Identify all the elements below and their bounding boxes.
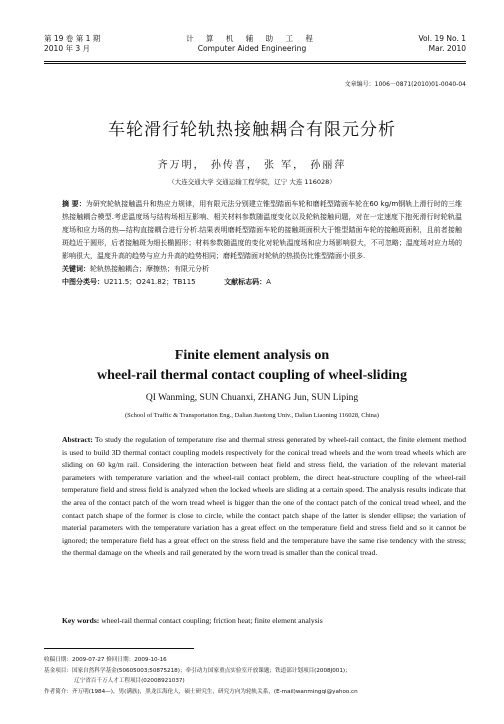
keywords-en-text: wheel-rail thermal contact coupling; friction heat; finite element analysis bbox=[99, 616, 323, 625]
abstract-en-text: To study the regulation of temperature rise and thermal stress generated by wheel-rail contact, the finite element method is used to build 3D thermal contact coupling models respectively for the conical tread wheels and the worn tread wheels which are sliding on 60 kg/m rail. Considering the interaction between heat field and stress field, the variation of the relevant material parameters with temperature variation and the wheel-rail contact problem, the direct heat-structure coupling of the wheel-rail temperature field and stress field is analyzed when the locked wheels are sliding at a certain speed. The analysis results indicate that the area of the contact patch of the worn tread wheel is higger than the one of the contact patch of the conical tread wheel, and the contact patch shape of the former is close to circle, while the contact patch shape of the latter is slender ellipse; the variation of material parameters with the temperature variation has a great effect on the temperature field and stress field and so it cannot be ignored; the temperature field has a great effect on the stress field and the temperature have the same rise tendency with the stress; the thermal damage on the wheels and rail generated by the worn tread is smaller than the conical tread. bbox=[62, 435, 466, 558]
doc-code-value: A bbox=[266, 278, 271, 286]
clc-value: U211.5；O241.82；TB115 bbox=[104, 278, 196, 286]
journal-header bbox=[0, 34, 504, 60]
fund-info: 基金项目：国家自然科学基金(50605003;50875218)；牵引动力国家重点实验室开放课题；铁道部计划项目(2008J001)； bbox=[44, 667, 351, 674]
authors-en: QI Wanming, SUN Chuanxi, ZHANG Jun, SUN Liping bbox=[145, 393, 359, 403]
classification-line bbox=[62, 276, 462, 289]
keywords-en-label: Key words: bbox=[62, 616, 100, 625]
paper-title-en-line1: Finite element analysis on bbox=[174, 348, 330, 363]
journal-name-en: Computer Aided Engineering bbox=[197, 44, 307, 53]
paper-title-cn: 车轮滑行轮轨热接触耦合有限元分析 bbox=[108, 120, 396, 140]
article-number: 文章编号：1006－0871(2010)01-0040-04 bbox=[344, 81, 466, 88]
affiliation-en: (School of Traffic & Transportation Eng., Dalian Jiaotong Univ., Dalian Liaoning 116028, China) bbox=[125, 412, 379, 419]
paper-title-en bbox=[0, 346, 504, 386]
header-rule-top bbox=[44, 61, 466, 62]
keywords-cn-label: 关键词： bbox=[62, 265, 90, 273]
abstract-en-label: Abstract: bbox=[62, 435, 93, 444]
issue-date-en: Mar. 2010 bbox=[428, 44, 466, 53]
fund-info-cont: 辽宁省百千万人才工程项目(02008921037) bbox=[74, 678, 185, 684]
footnotes bbox=[44, 655, 468, 697]
keywords-cn bbox=[62, 263, 462, 276]
affiliation-cn: （大连交通大学 交通运输工程学院，辽宁 大连 116028） bbox=[168, 178, 336, 186]
journal-name-cn: 计 算 机 辅 助 工 程 bbox=[186, 34, 318, 43]
paper-title-en-line2: wheel-rail thermal contact coupling of wheel-sliding bbox=[97, 368, 407, 383]
footnote-rule bbox=[44, 648, 194, 649]
received-dates: 收稿日期：2009-07-27 修回日期：2009-10-16 bbox=[44, 657, 167, 663]
abstract-cn-label: 摘 要： bbox=[62, 200, 86, 208]
doc-code-label: 文献标志码： bbox=[224, 278, 267, 286]
issue-date: 2010 年 3 月 bbox=[44, 44, 91, 53]
clc-label: 中图分类号： bbox=[62, 278, 104, 286]
keywords-en bbox=[62, 616, 466, 625]
abstract-cn-text: 为研究轮轨接触温升和热应力规律，用有限元法分别建立锥型踏面车轮和磨耗型踏面车轮在60 kg/m钢轨上滑行时的三维热接触耦合模型.考虑温度场与结构场相互影响、相关材料参数随温度变化以及轮轨接触问题，对在一定速度下抱死滑行时轮轨温度场和应力场的热—结构直接耦合进行分析.结果表明磨耗型踏面车轮的接触斑面积大于锥型踏面车轮的接触斑面积，且前者接触斑趋近于圆形，后者接触斑为细长椭圆形；材料参数随温度的变化对轮轨温度场和应力场影响很大，不可忽略；温度场对应力场的影响很大，温度升高的趋势与应力升高的趋势相同；磨耗型踏面对轮轨的热损伤比锥型踏面小很多. bbox=[62, 200, 463, 260]
abstract-cn bbox=[62, 198, 462, 289]
issue-info-en bbox=[418, 34, 466, 54]
authors-cn: 齐万明， 孙传喜， 张 军， 孙丽萍 bbox=[157, 160, 347, 171]
volume-issue-en: Vol. 19 No. 1 bbox=[418, 34, 466, 43]
abstract-en bbox=[62, 434, 466, 560]
volume-issue: 第 19 卷 第 1 期 bbox=[44, 34, 101, 43]
keywords-cn-text: 轮轨热接触耦合；摩擦热；有限元分析 bbox=[90, 265, 209, 273]
header-rule-bottom bbox=[44, 63, 466, 64]
author-bio: 作者简介：齐万明(1984—)，男(满族)，黑龙江海伦人，硕士研究生，研究方向为轮轨关系，(E-mail)wanmingqi@yahoo.cn bbox=[44, 688, 358, 695]
